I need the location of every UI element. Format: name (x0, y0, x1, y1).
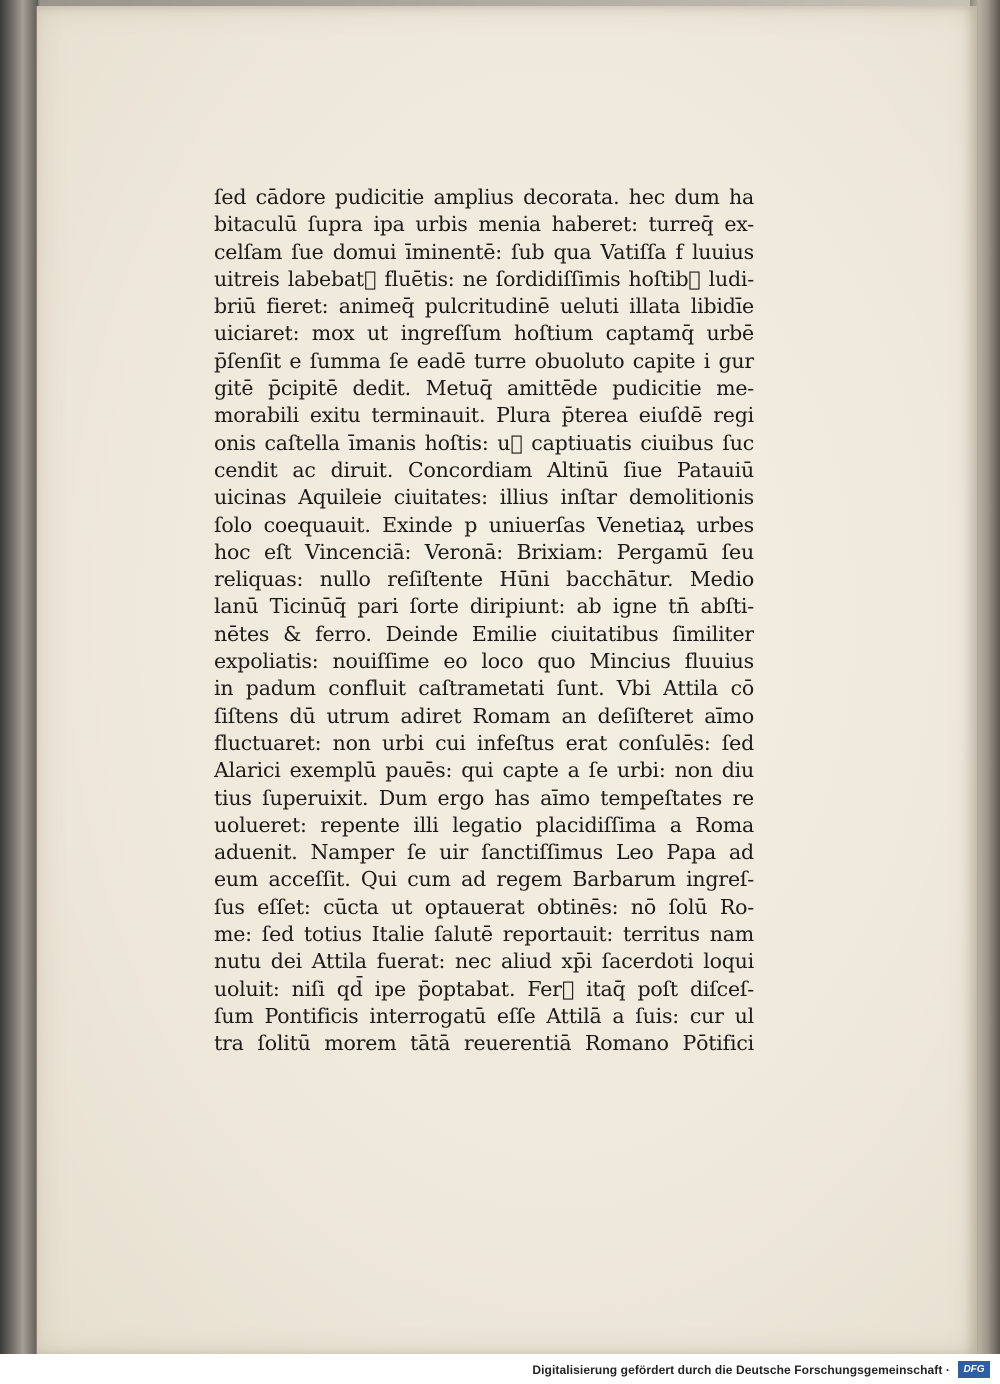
text-line: p̄ſenſit e ſumma ſe eadē turre obuoluto capite i gur (214, 348, 754, 373)
text-line: uoluit: niſi qd̄ ipe p̄optabat. Ferᷣ itaq̄ poſt diſceſ- (214, 976, 754, 1001)
text-line: onis caſtella īmanis hoſtis: uᷣ captiuatis ciuibus ſuc (214, 430, 754, 455)
text-line: fluctuaret: non urbi cui infeſtus erat conſulēs: ſed (214, 730, 754, 755)
text-line: me: ſed totius Italie ſalutē reportauit: territus nam (214, 922, 754, 947)
text-line: Alarici exemplū pauēs: qui capte a ſe urbi: non diu (214, 758, 754, 783)
funding-credit: Digitalisierung gefördert durch die Deutsche Forschungsgemeinschaft · (532, 1363, 950, 1377)
text-line: cendit ac diruit. Concordiam Altinū ſiue Patauiū (214, 457, 754, 482)
text-line: uiciaret: mox ut ingreſſum hoſtium captamq̄ urbē (214, 321, 754, 346)
binding-edge-left (0, 0, 38, 1360)
text-line: nētes & ferro. Deinde Emilie ciuitatibus ſimiliter (214, 621, 754, 646)
text-line: gitē p̄cipitē dedit. Metuq̄ amittēde pudicitie me- (214, 376, 754, 401)
text-line: uicinas Aquileie ciuitates: illius inſtar demolitionis (214, 485, 754, 510)
text-line: expoliatis: nouiſſime eo loco quo Mincius fluuius (214, 649, 754, 674)
text-line: bitaculū ſupra ipa urbis menia haberet: turreq̄ ex- (214, 212, 754, 237)
text-line: reliquas: nullo reſiſtente Hūni bacchātur. Medio (214, 567, 754, 592)
text-line: morabili exitu terminauit. Plura p̄terea eiuſdē regi (214, 403, 754, 428)
text-line: tius ſuperuixit. Dum ergo has aīmo tempeſtates re (214, 785, 754, 810)
text-line: ſum Pontificis interrogatū eſſe Attilā a ſuis: cur ul (214, 1003, 754, 1028)
text-line: briū fieret: animeq̄ pulcritudinē ueluti illata libidīe (214, 294, 754, 319)
text-line: hoc eſt Vincenciā: Veronā: Brixiam: Pergamū ſeu (214, 539, 754, 564)
text-line: tra ſolitū morem tātā reuerentiā Romano Pōtifici (214, 1031, 754, 1056)
text-line: eum acceſſit. Qui cum ad regem Barbarum ingreſ- (214, 867, 754, 892)
dfg-logo: DFG (958, 1361, 990, 1378)
text-line: in padum confluit caſtrametati ſunt. Vbi Attila cō (214, 676, 754, 701)
text-line: uolueret: repente illi legatio placidiſſima a Roma (214, 812, 754, 837)
text-line: ſus eſſet: cūcta ut optauerat obtinēs: nō ſolū Ro- (214, 894, 754, 919)
text-line: ſolo coequauit. Exinde p uniuerſas Venetiaꝝ urbes (214, 512, 754, 537)
text-line: nutu dei Attila fuerat: nec aliud xp̄i ſacerdoti loqui (214, 949, 754, 974)
text-line: uitreis labebatᷣ fluētis: ne ſordidiſſimis hoſtibꝰ ludi- (214, 266, 754, 291)
footer-bar (0, 1354, 1000, 1384)
text-line: lanū Ticinūq̄ pari ſorte diripiunt: ab igne tn̄ abſti- (214, 594, 754, 619)
text-block (214, 184, 754, 1058)
text-line: ſed cādore pudicitie amplius decorata. hec dum ha (214, 185, 754, 209)
text-line: celſam ſue domui īminentē: ſub qua Vatiſſa f luuius (214, 239, 754, 264)
text-line: aduenit. Namper ſe uir ſanctiſſimus Leo Papa ad (214, 840, 754, 865)
text-line: ſiſtens dū utrum adiret Romam an deſiſteret aīmo (214, 703, 754, 728)
